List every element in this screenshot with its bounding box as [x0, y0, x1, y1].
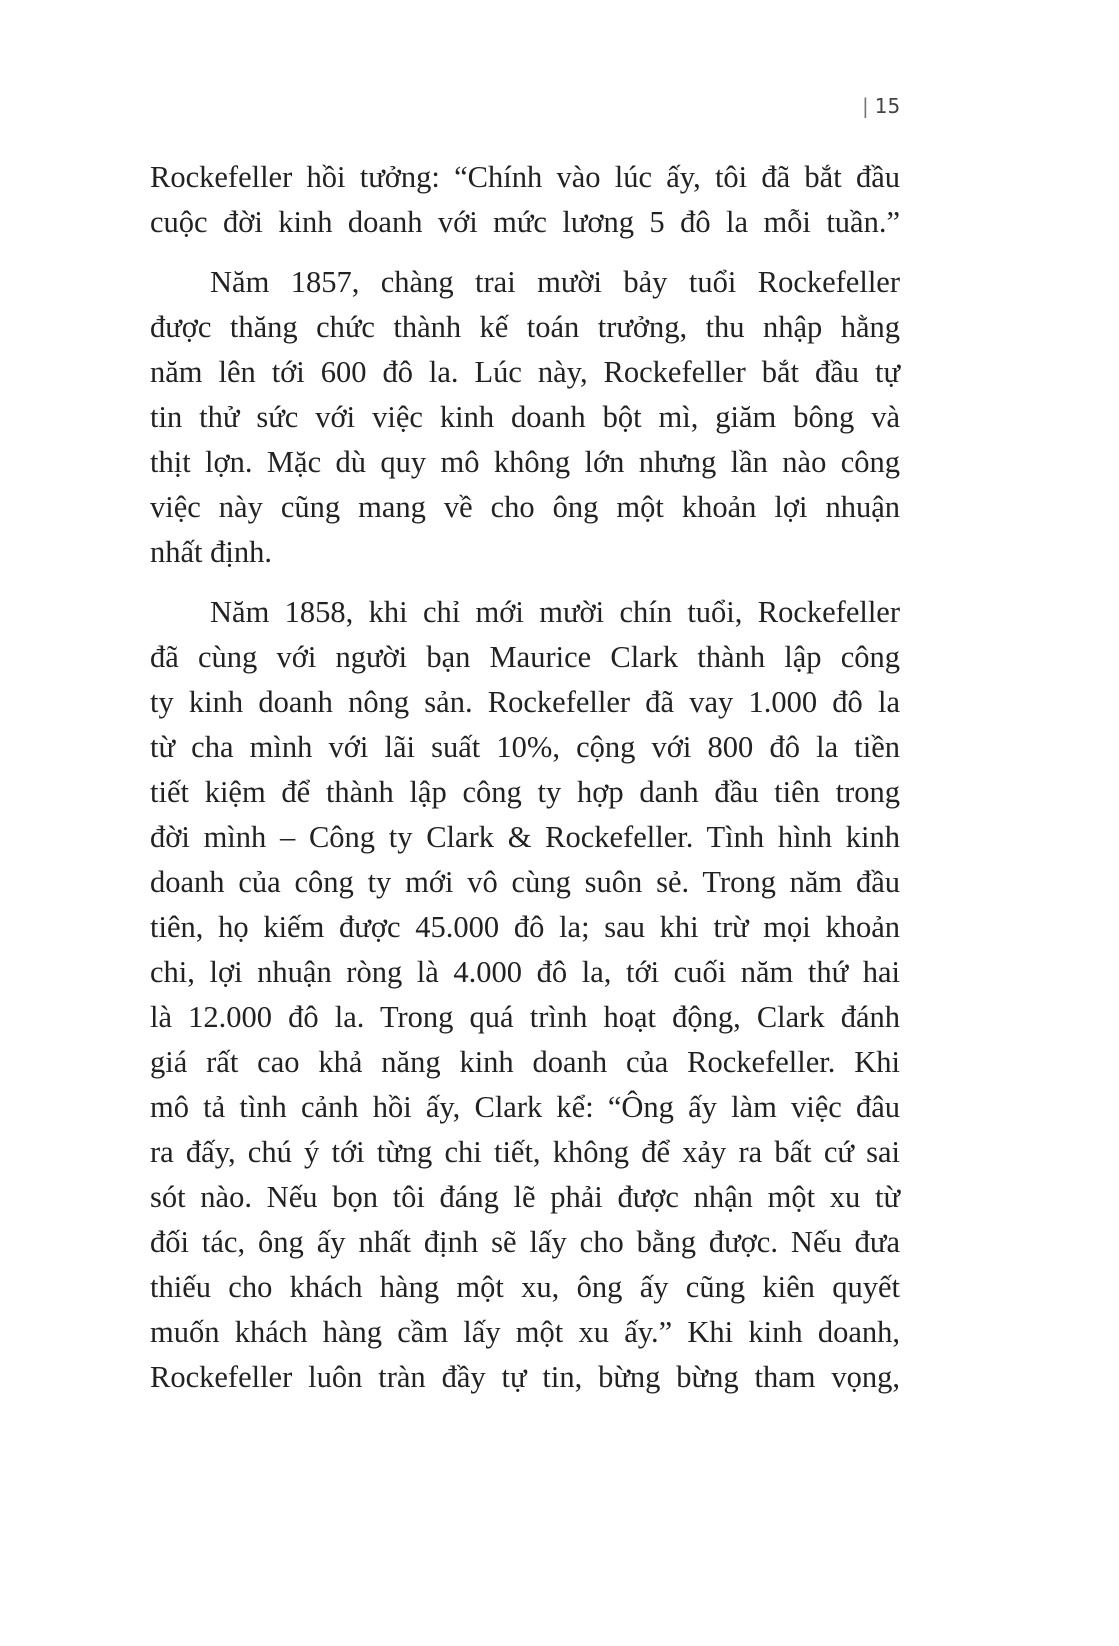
- text-line: chi, lợi nhuận ròng là 4.000 đô la, tới cuối năm thứ hai: [150, 955, 900, 989]
- text-line: năm lên tới 600 đô la. Lúc này, Rockefeller bắt đầu tự: [150, 355, 900, 389]
- text-line: Năm 1857, chàng trai mười bảy tuổi Rockefeller: [210, 265, 900, 299]
- page-number: [862, 94, 902, 118]
- text-line: sót nào. Nếu bọn tôi đáng lẽ phải được nhận một xu từ: [150, 1180, 900, 1214]
- text-line: Rockefeller hồi tưởng: “Chính vào lúc ấy, tôi đã bắt đầu: [150, 160, 900, 194]
- text-line: giá rất cao khả năng kinh doanh của Rockefeller. Khi: [150, 1045, 900, 1079]
- text-line: đời mình – Công ty Clark & Rockefeller. Tình hình kinh: [150, 820, 900, 854]
- paragraph-2: [150, 260, 900, 575]
- page-number-value: 15: [874, 94, 901, 118]
- text-line: tiên, họ kiếm được 45.000 đô la; sau khi trừ mọi khoản: [150, 910, 900, 944]
- text-line: việc này cũng mang về cho ông một khoản lợi nhuận: [150, 490, 900, 524]
- text-line: thiếu cho khách hàng một xu, ông ấy cũng kiên quyết: [150, 1270, 900, 1304]
- body-text: [150, 155, 900, 1415]
- paragraph-3: [150, 590, 900, 1400]
- text-line: muốn khách hàng cầm lấy một xu ấy.” Khi kinh doanh,: [150, 1315, 900, 1349]
- text-line: đã cùng với người bạn Maurice Clark thành lập công: [150, 640, 900, 674]
- text-line: doanh của công ty mới vô cùng suôn sẻ. Trong năm đầu: [150, 865, 900, 899]
- text-line: được thăng chức thành kế toán trưởng, thu nhập hằng: [150, 310, 900, 344]
- text-line: Rockefeller luôn tràn đầy tự tin, bừng bừng tham vọng,: [150, 1360, 900, 1394]
- paragraph-1: [150, 155, 900, 245]
- text-line: mô tả tình cảnh hồi ấy, Clark kể: “Ông ấy làm việc đâu: [150, 1090, 900, 1124]
- text-line: Năm 1858, khi chỉ mới mười chín tuổi, Rockefeller: [210, 595, 900, 629]
- page-number-divider: |: [862, 94, 869, 118]
- text-line: cuộc đời kinh doanh với mức lương 5 đô la mỗi tuần.”: [150, 205, 900, 239]
- text-line: là 12.000 đô la. Trong quá trình hoạt động, Clark đánh: [150, 1000, 900, 1034]
- text-line: nhất định.: [150, 535, 272, 569]
- text-line: đối tác, ông ấy nhất định sẽ lấy cho bằng được. Nếu đưa: [150, 1225, 900, 1259]
- text-line: từ cha mình với lãi suất 10%, cộng với 800 đô la tiền: [150, 730, 900, 764]
- text-line: thịt lợn. Mặc dù quy mô không lớn nhưng lần nào công: [150, 445, 900, 479]
- text-line: ra đấy, chú ý tới từng chi tiết, không để xảy ra bất cứ sai: [150, 1135, 900, 1169]
- text-line: tin thử sức với việc kinh doanh bột mì, giăm bông và: [150, 400, 900, 434]
- text-line: tiết kiệm để thành lập công ty hợp danh đầu tiên trong: [150, 775, 900, 809]
- text-line: ty kinh doanh nông sản. Rockefeller đã vay 1.000 đô la: [150, 685, 900, 719]
